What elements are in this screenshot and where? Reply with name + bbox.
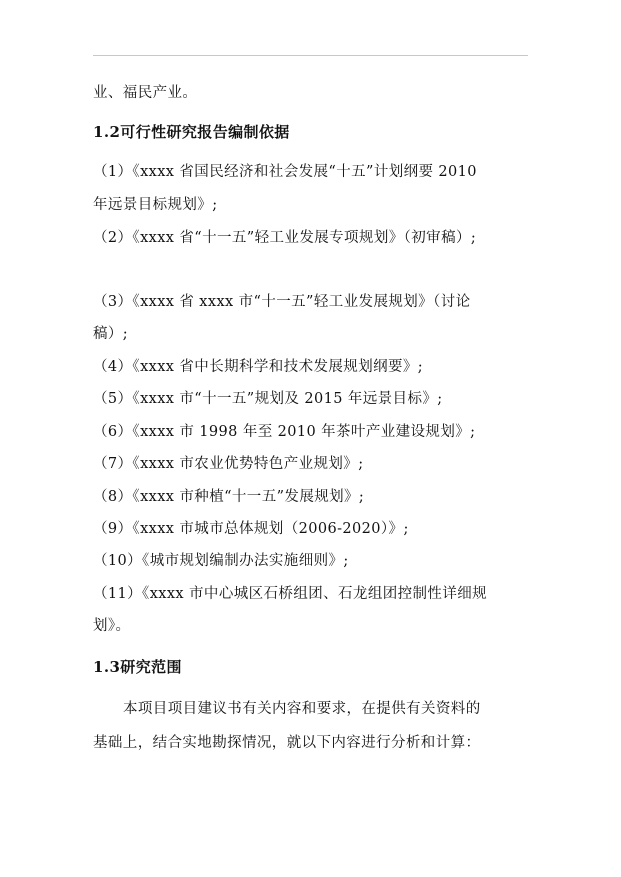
reference-item-3-line-1: （3）《xxxx 省 xxxx 市“十一五”轻工业发展规划》（讨论	[93, 294, 471, 310]
header-rule	[93, 55, 528, 56]
reference-item-11-line-1: （11）《xxxx 市中心城区石桥组团、石龙组团控制性详细规	[93, 586, 488, 602]
reference-item-9: （9）《xxxx 市城市总体规划（2006-2020）》;	[93, 521, 409, 537]
reference-item-4: （4）《xxxx 省中长期科学和技术发展规划纲要》;	[93, 359, 424, 375]
section-heading-1-3: 1.3研究范围	[93, 658, 182, 676]
reference-item-5: （5）《xxxx 市“十一五”规划及 2015 年远景目标》;	[93, 391, 443, 407]
reference-item-3-line-2: 稿）;	[93, 326, 129, 342]
reference-item-2: （2）《xxxx 省“十一五”轻工业发展专项规划》（初审稿）;	[93, 230, 477, 246]
reference-item-8: （8）《xxxx 市种植“十一五”发展规划》;	[93, 489, 365, 505]
reference-item-6: （6）《xxxx 市 1998 年至 2010 年茶叶产业建设规划》;	[93, 424, 476, 440]
continuation-text: 业、福民产业。	[93, 85, 198, 101]
paragraph-line-2: 基础上，结合实地勘探情况，就以下内容进行分析和计算：	[93, 735, 481, 751]
reference-item-1-line-2: 年远景目标规划》;	[93, 197, 218, 213]
reference-item-1-line-1: （1）《xxxx 省国民经济和社会发展“十五”计划纲要 2010	[93, 164, 477, 180]
reference-item-7: （7）《xxxx 市农业优势特色产业规划》;	[93, 456, 364, 472]
reference-item-10: （10）《城市规划编制办法实施细则》;	[93, 553, 349, 569]
paragraph-line-1: 本项目项目建议书有关内容和要求，在提供有关资料的	[123, 701, 481, 717]
reference-item-11-line-2: 划》。	[93, 618, 131, 634]
section-heading-1-2: 1.2可行性研究报告编制依据	[93, 123, 290, 141]
